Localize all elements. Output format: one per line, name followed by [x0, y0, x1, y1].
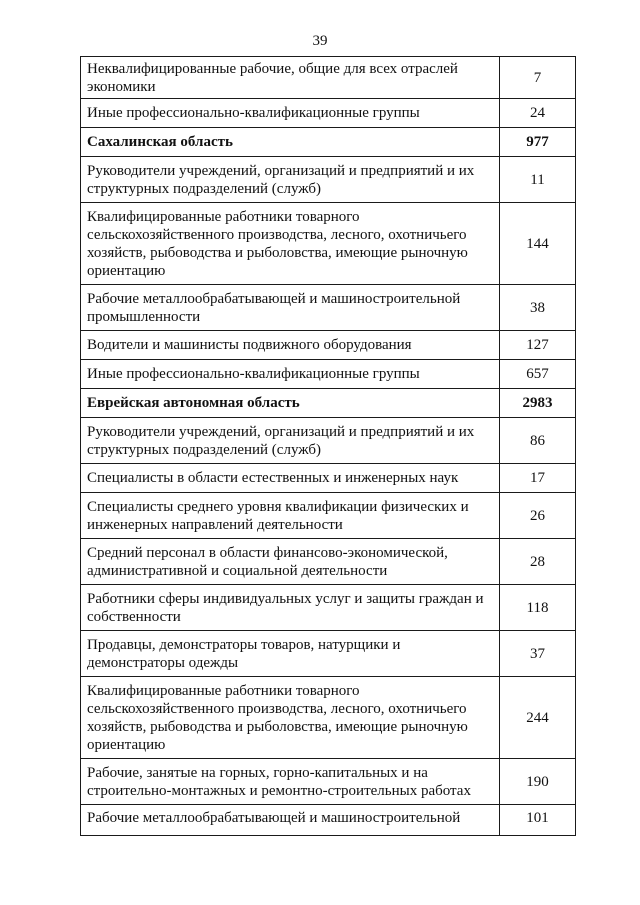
occupation-label: Руководители учреждений, организаций и предприятий и их структурных подразделений (служб) [81, 157, 500, 203]
occupation-label: Квалифицированные работники товарного сельскохозяйственного производства, лесного, охотничьего хозяйств, рыбоводства и рыболовства, имеющие рыночную ориентацию [81, 677, 500, 759]
table-row [81, 99, 576, 128]
region-total: 2983 [500, 389, 576, 418]
table-row [81, 585, 576, 631]
occupation-label: Квалифицированные работники товарного сельскохозяйственного производства, лесного, охотничьего хозяйств, рыбоводства и рыболовства, имеющие рыночную ориентацию [81, 203, 500, 285]
occupation-label: Иные профессионально-квалификационные группы [81, 99, 500, 128]
table-row [81, 331, 576, 360]
occupation-label: Рабочие, занятые на горных, горно-капитальных и на строительно-монтажных и ремонтно-строительных работах [81, 759, 500, 805]
occupation-count: 24 [500, 99, 576, 128]
occupation-count: 26 [500, 493, 576, 539]
occupation-label: Неквалифицированные рабочие, общие для всех отраслей экономики [81, 57, 500, 99]
occupation-label: Рабочие металлообрабатывающей и машиностроительной [81, 805, 500, 836]
occupation-count: 11 [500, 157, 576, 203]
occupation-count: 144 [500, 203, 576, 285]
occupation-label: Средний персонал в области финансово-экономической, административной и социальной деятельности [81, 539, 500, 585]
region-row [81, 128, 576, 157]
region-total: 977 [500, 128, 576, 157]
occupation-count: 38 [500, 285, 576, 331]
occupation-count: 37 [500, 631, 576, 677]
table-row [81, 759, 576, 805]
table-row [81, 493, 576, 539]
occupation-label: Специалисты в области естественных и инженерных наук [81, 464, 500, 493]
occupation-table [80, 56, 576, 836]
occupation-count: 127 [500, 331, 576, 360]
occupation-count: 17 [500, 464, 576, 493]
occupation-label: Руководители учреждений, организаций и предприятий и их структурных подразделений (служб) [81, 418, 500, 464]
occupation-count: 657 [500, 360, 576, 389]
occupation-count: 190 [500, 759, 576, 805]
table-row [81, 631, 576, 677]
table-row [81, 805, 576, 836]
occupation-label: Специалисты среднего уровня квалификации физических и инженерных направлений деятельности [81, 493, 500, 539]
table-row [81, 677, 576, 759]
occupation-count: 86 [500, 418, 576, 464]
occupation-count: 101 [500, 805, 576, 836]
region-name: Еврейская автономная область [81, 389, 500, 418]
table-row [81, 157, 576, 203]
table-row [81, 203, 576, 285]
occupation-label: Работники сферы индивидуальных услуг и защиты граждан и собственности [81, 585, 500, 631]
occupation-label: Продавцы, демонстраторы товаров, натурщики и демонстраторы одежды [81, 631, 500, 677]
occupation-count: 118 [500, 585, 576, 631]
table-row [81, 285, 576, 331]
occupation-count: 28 [500, 539, 576, 585]
occupation-label: Рабочие металлообрабатывающей и машиностроительной промышленности [81, 285, 500, 331]
table-row [81, 418, 576, 464]
occupation-label: Иные профессионально-квалификационные группы [81, 360, 500, 389]
table-row [81, 539, 576, 585]
table-row [81, 464, 576, 493]
region-row [81, 389, 576, 418]
page-number: 39 [312, 33, 328, 49]
region-name: Сахалинская область [81, 128, 500, 157]
table-row [81, 360, 576, 389]
occupation-count: 244 [500, 677, 576, 759]
table-row [81, 57, 576, 99]
occupation-label: Водители и машинисты подвижного оборудования [81, 331, 500, 360]
occupation-count: 7 [500, 57, 576, 99]
